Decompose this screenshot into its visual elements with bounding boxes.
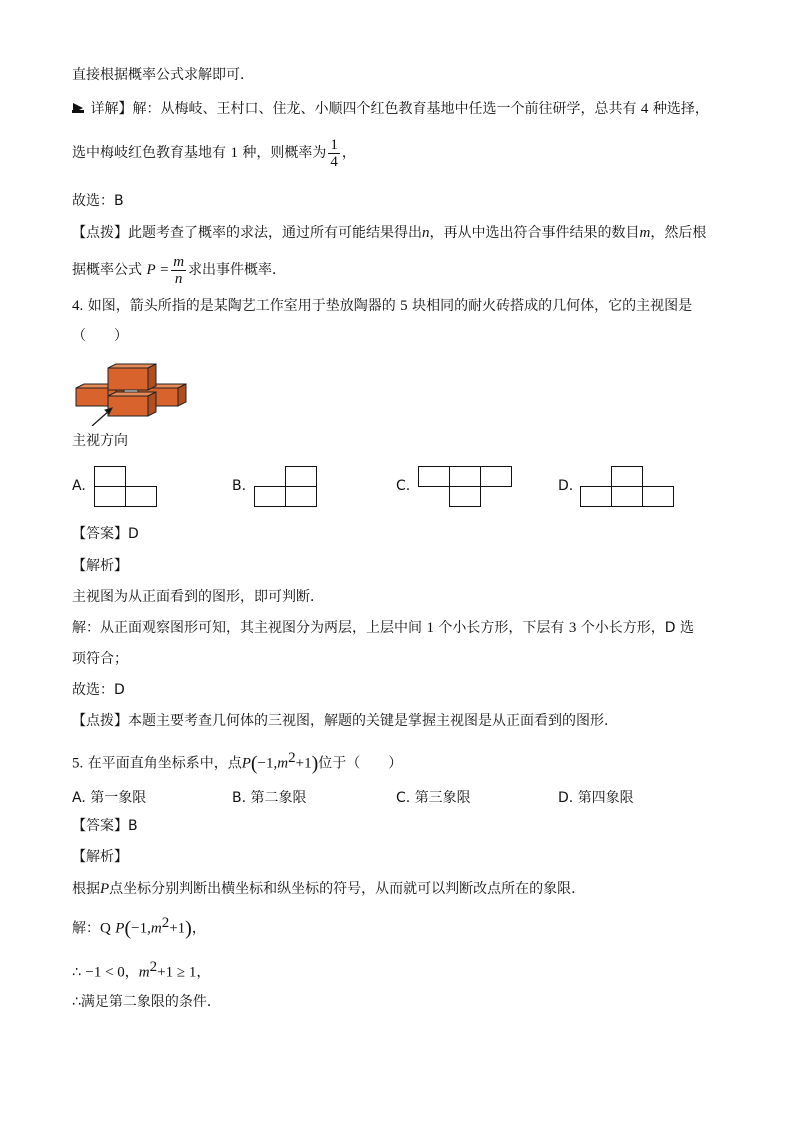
q5-analysis-1a: 根据 xyxy=(72,881,100,897)
q4-analysis-3: 项符合； xyxy=(72,651,128,667)
q4-answer: 【答案】D xyxy=(72,526,139,542)
prob-text-1: 选中梅岐红色教育基地有 xyxy=(72,145,226,161)
intro-line xyxy=(72,66,254,84)
q5-ineq-1: −1 < 0 xyxy=(85,964,125,981)
detail-line xyxy=(72,100,709,119)
q5-option-b-letter: B. xyxy=(232,790,247,806)
q5-conclusion-line xyxy=(72,993,221,1011)
q5-ineq-2rest: +1 ≥ 1 xyxy=(157,964,197,981)
prob-end: ， xyxy=(341,145,356,161)
q4-dianbo xyxy=(72,712,618,730)
q5-option-a-letter: A. xyxy=(72,790,86,806)
q3-dianbo-line-2 xyxy=(72,250,286,290)
q5-option-d-text: 第四象限 xyxy=(577,790,634,806)
q5-solution-line xyxy=(72,914,206,938)
dianbo-text-5: 求出事件概率． xyxy=(188,262,287,278)
q4-analysis-2b: 个小长方形，下层有 xyxy=(438,620,565,636)
intro-text: 直接根据概率公式求解即可． xyxy=(72,67,254,83)
detail-marker-icon xyxy=(72,101,86,119)
option-a-figure xyxy=(94,466,158,512)
q4-dianbo-tag: 【点拨】 xyxy=(72,713,128,729)
q5-point-y-exp: 2 xyxy=(288,750,296,766)
q5-ineq-2m: m xyxy=(138,964,150,981)
option-c-figure xyxy=(418,466,514,512)
detail-num: 4 xyxy=(640,101,649,117)
q5-conclusion: 满足第二象限的条件． xyxy=(80,994,221,1010)
q5-option-b-text: 第二象限 xyxy=(250,790,307,806)
figure-caption: 主视方向 xyxy=(72,433,128,449)
q5-stem xyxy=(72,749,402,773)
q5-sol-var: P xyxy=(115,920,125,937)
q4-stem xyxy=(72,297,692,315)
q5-analysis-1 xyxy=(72,880,585,898)
q5-point-var: P xyxy=(241,755,251,772)
q5-analysis-tag: 【解析】 xyxy=(72,849,128,865)
q5-sol-rest: +1 xyxy=(169,920,186,937)
brick-front xyxy=(108,392,156,416)
q5-point-y-rest: +1 xyxy=(295,755,312,772)
dianbo-text-4: 据概率公式 xyxy=(72,262,142,278)
q3-answer: 故选：B xyxy=(72,193,124,209)
q4-analysis-2n1: 1 xyxy=(426,620,434,636)
therefore-symbol-2: ∴ xyxy=(72,994,81,1010)
q4-analysis-2a: 解：从正面观察图形可知，其主视图分为两层，上层中间 xyxy=(72,620,422,636)
option-c-label: C. xyxy=(396,478,411,494)
q4-number: 4. xyxy=(72,298,84,314)
detail-text-2: 种选择， xyxy=(652,101,709,117)
therefore-symbol: ∴ xyxy=(72,964,81,981)
q4-analysis-tag: 【解析】 xyxy=(72,558,128,574)
q5-stem-1: 在平面直角坐标系中，点 xyxy=(87,755,242,772)
q3-dianbo-line-1 xyxy=(72,224,706,242)
q4-blank: （ ） xyxy=(72,328,128,344)
q5-option-c-text: 第三象限 xyxy=(414,790,471,806)
q5-analysis-1b: 点坐标分别判断出横坐标和纵坐标的符号，从而就可以判断改点所在的象限． xyxy=(109,881,586,897)
q5-paren-open: ( xyxy=(250,752,258,775)
option-b-figure xyxy=(254,466,318,512)
q5-option-b xyxy=(232,787,307,807)
dianbo-text-2: ，再从中选出符合事件结果的数目 xyxy=(429,225,640,241)
q4-stem-1: 如图，箭头所指的是某陶艺工作室用于垫放陶器的 xyxy=(87,298,396,314)
q5-stem-2: 位于（ ） xyxy=(318,755,403,772)
q5-ineq-2exp: 2 xyxy=(149,959,158,975)
q5-option-d-letter: D. xyxy=(558,790,574,806)
q5-option-c xyxy=(396,787,471,807)
detail-tag: 详解】 xyxy=(90,101,133,117)
prob-text-2: 种，则概率为 xyxy=(242,145,327,161)
q4-stem-2: 块相同的耐火砖搭成的几何体，它的主视图是 xyxy=(412,298,693,314)
brick-top xyxy=(108,364,156,390)
q5-ineq-end: ， xyxy=(196,964,211,981)
var-m: m xyxy=(639,225,651,241)
q4-analysis-2n2: 3 xyxy=(568,620,577,636)
dianbo-text-1: 此题考查了概率的求法，通过所有可能结果得出 xyxy=(128,225,422,241)
q5-sol-exp: 2 xyxy=(161,915,170,931)
q5-option-a xyxy=(72,787,146,807)
option-d-figure xyxy=(580,466,676,512)
q5-sol-x: −1, xyxy=(131,920,151,937)
q5-sol-q: Q xyxy=(100,920,111,937)
q5-point-y-var: m xyxy=(277,755,289,772)
q5-sol-paren-close: ) xyxy=(185,917,192,940)
q5-sol-paren-open: ( xyxy=(124,917,132,940)
q5-inequality-line xyxy=(72,958,210,982)
q4-dianbo-text: 本题主要考查几何体的三视图，解题的关键是掌握主视图是从正面看到的图形． xyxy=(128,713,618,729)
q5-point-x: −1, xyxy=(257,755,278,772)
q5-analysis-1v: P xyxy=(100,881,110,897)
formula-fraction: $\frac{m}{n}$ xyxy=(173,253,185,287)
var-n: n xyxy=(422,225,430,241)
prob-num-1: 1 xyxy=(230,145,238,161)
option-a-label: A. xyxy=(72,478,86,494)
q4-stem-num: 5 xyxy=(400,298,408,314)
q5-answer: 【答案】B xyxy=(72,818,138,834)
option-b-label: B. xyxy=(232,478,247,494)
q5-sol-m: m xyxy=(150,920,162,937)
q5-sol-prefix: 解： xyxy=(72,920,100,937)
option-d-label: D. xyxy=(558,478,574,494)
q5-option-a-text: 第一象限 xyxy=(90,790,147,806)
q4-analysis-2 xyxy=(72,619,694,637)
dianbo-tag: 【点拨】 xyxy=(72,225,128,241)
q5-number: 5. xyxy=(72,755,84,772)
q4-analysis-1: 主视图为从正面看到的图形，即可判断． xyxy=(72,589,324,605)
fraction-one-quarter: $\frac{1}{4}$ xyxy=(330,136,338,170)
q5-option-d xyxy=(558,787,634,807)
q4-choice: 故选：D xyxy=(72,682,125,698)
brick-left-face xyxy=(76,388,108,406)
detail-text-1: 解：从梅岐、王村口、住龙、小顺四个红色教育基地中任选一个前往研学，总共有 xyxy=(132,101,637,117)
probability-line xyxy=(72,132,356,174)
formula-lhs: P = xyxy=(146,262,170,278)
brick-figure xyxy=(72,354,187,430)
q5-option-c-letter: C. xyxy=(396,790,411,806)
q5-sol-end: ， xyxy=(191,920,206,937)
dianbo-text-3: ，然后根 xyxy=(650,225,707,241)
q5-paren-close: ) xyxy=(311,752,319,775)
q5-ineq-sep: ， xyxy=(124,964,139,981)
q4-analysis-2c: 个小长方形，D 选 xyxy=(580,620,695,636)
